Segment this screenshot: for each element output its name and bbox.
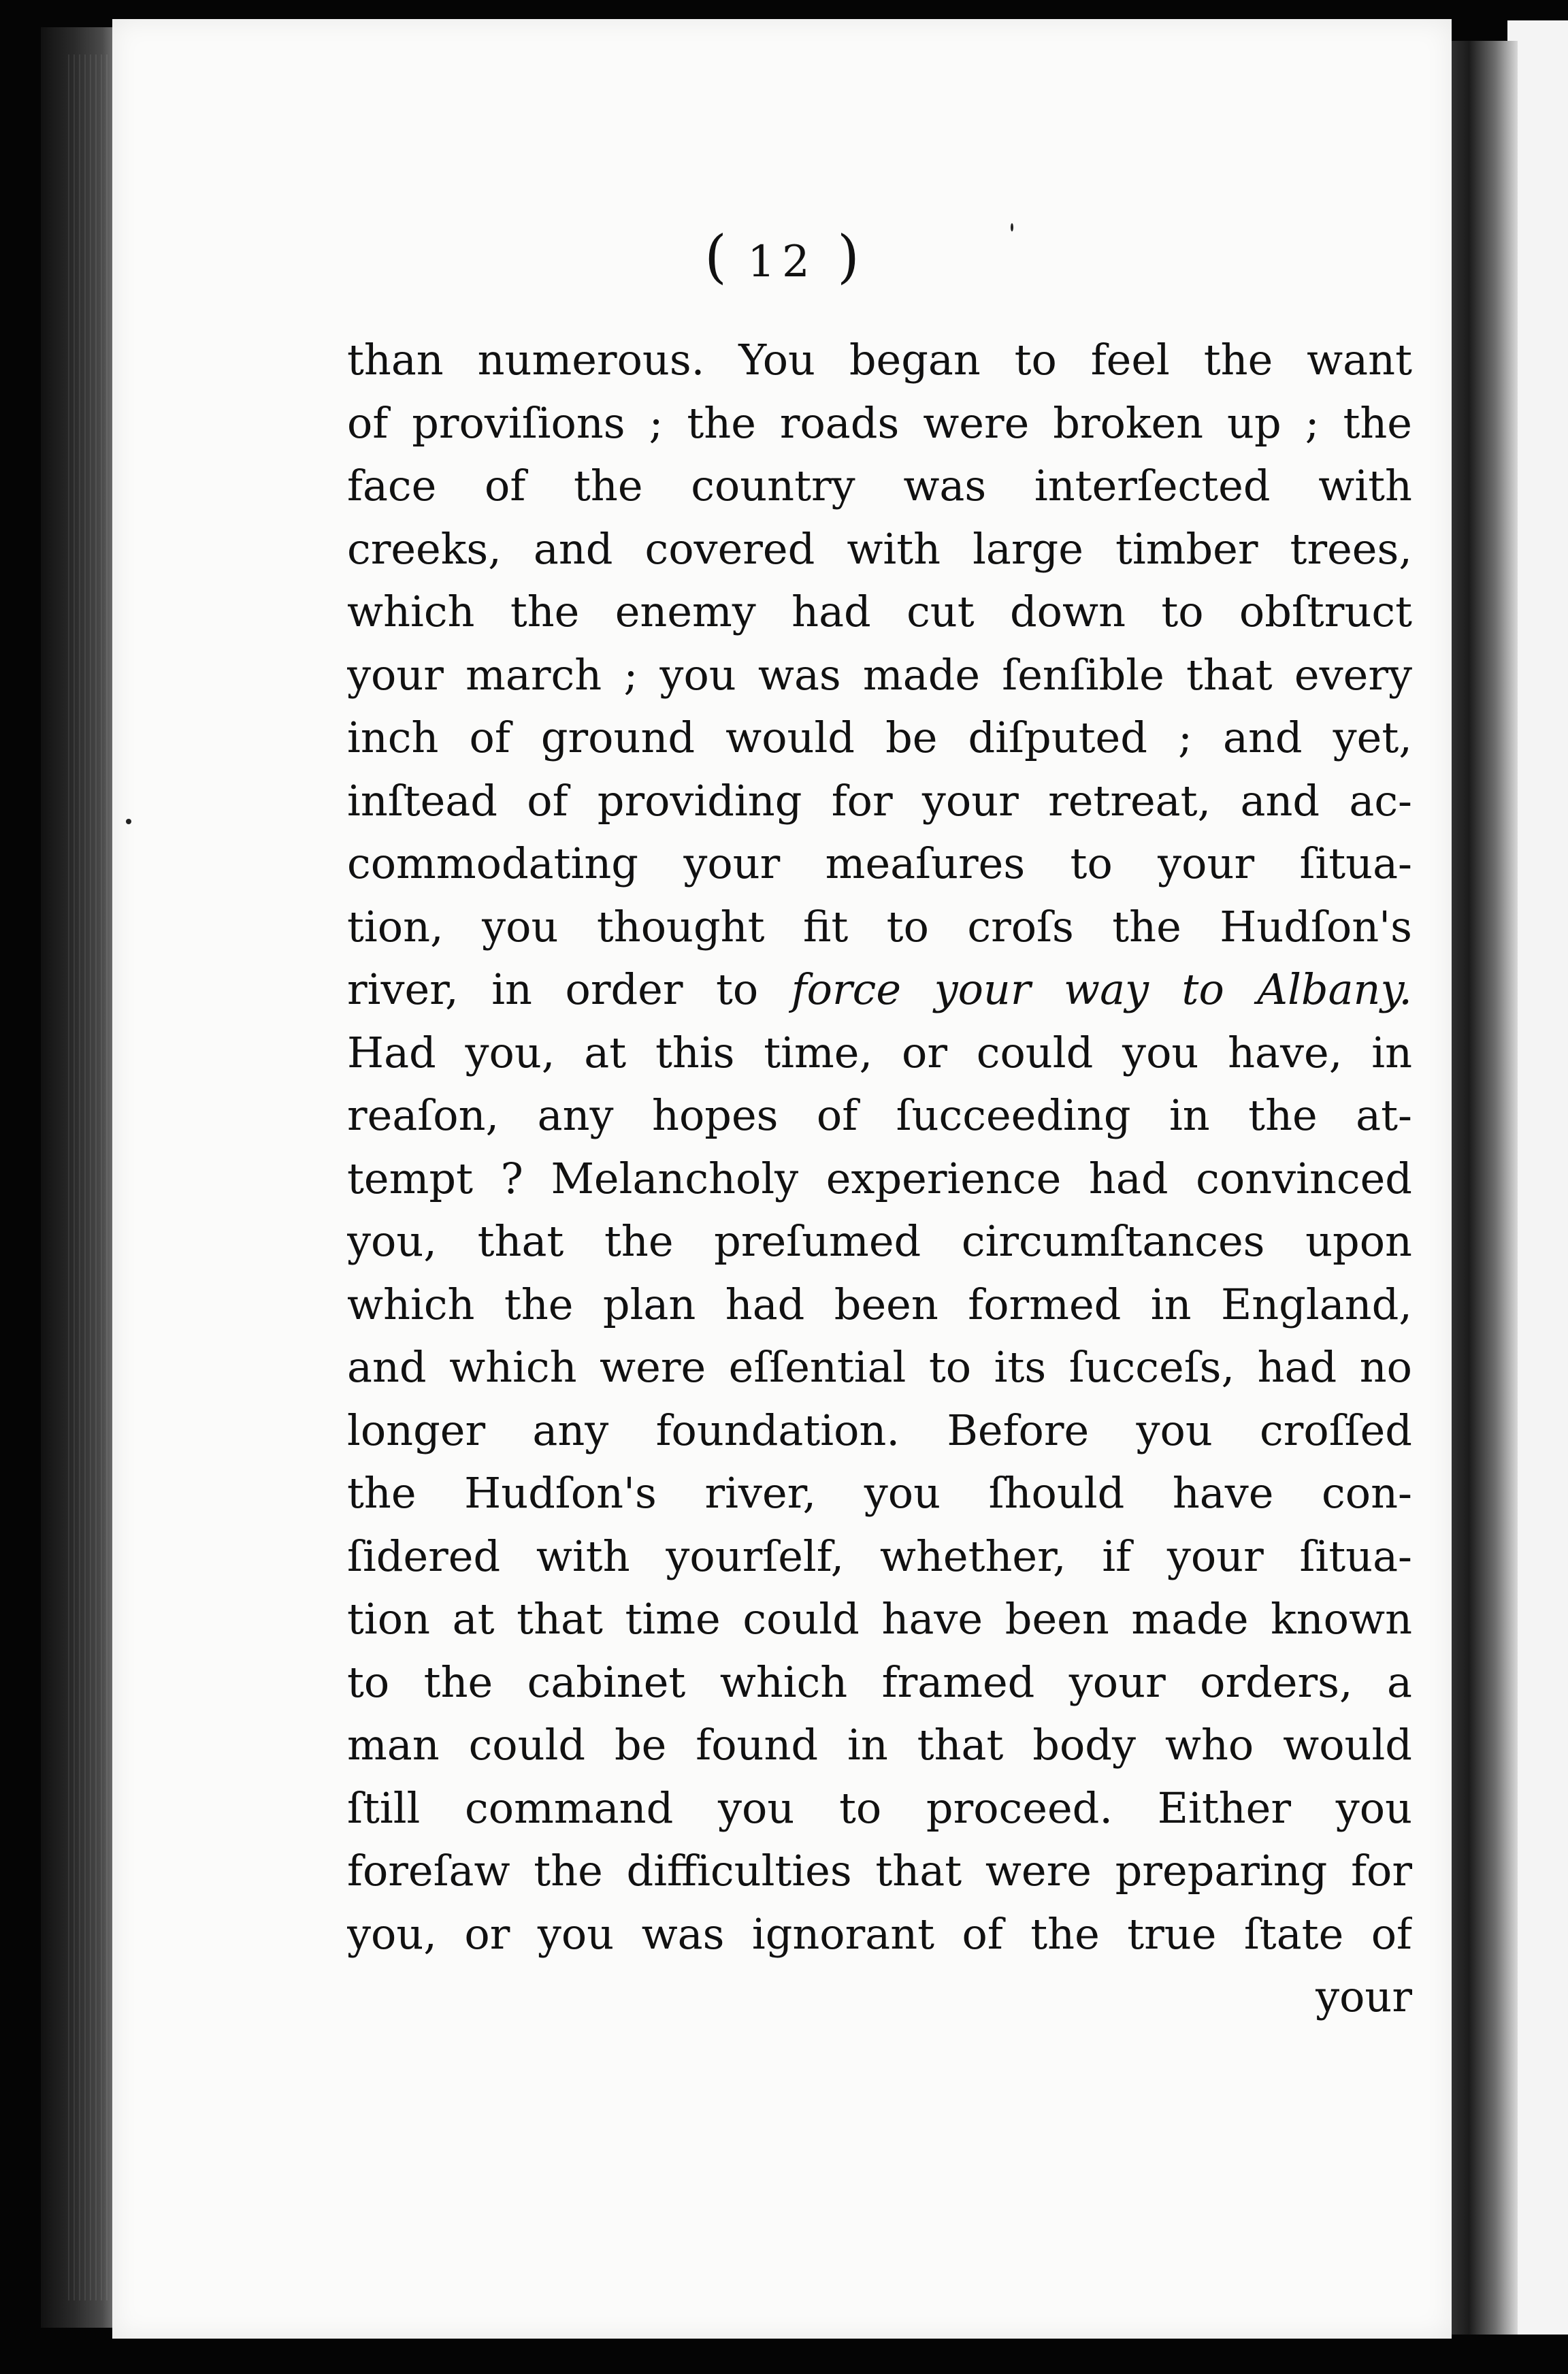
italic-phrase: force your way to Albany.	[791, 964, 1412, 1014]
text-line: the Hudſon's river, you ſhould have con-	[347, 1468, 1412, 1518]
catchword: your	[1316, 1972, 1412, 2021]
text-line: creeks, and covered with large timber trees,	[347, 523, 1412, 574]
text-line: tion, you thought fit to croſs the Hudſon's	[347, 901, 1412, 952]
text-line: Had you, at this time, or could you have, in	[347, 1027, 1412, 1077]
text-line: ſidered with yourſelf, whether, if your ſitua-	[347, 1531, 1412, 1581]
ink-speck	[126, 819, 131, 824]
text-line: river, in order to	[347, 964, 759, 1014]
text-line: man could be found in that body who would	[347, 1720, 1412, 1770]
text-line: face of the country was interſected with	[347, 461, 1412, 510]
page-number: 12	[747, 237, 817, 287]
paren-open: (	[704, 223, 727, 290]
text-line: tempt ? Melancholy experience had convinced	[347, 1153, 1412, 1203]
text-line: your march ; you was made ſenſible that every	[347, 649, 1412, 700]
ink-speck	[1011, 223, 1013, 231]
text-line: and which were eſſential to its ſucceſs, had no	[347, 1342, 1412, 1392]
text-line: longer any foundation. Before you croſſed	[347, 1405, 1412, 1455]
page-edge-lines	[68, 54, 109, 2300]
text-line: you, that the preſumed circumſtances upon	[347, 1216, 1412, 1266]
text-line: of proviſions ; the roads were broken up ; the	[347, 397, 1412, 448]
text-line: you, or you was ignorant of the true ſtate of	[347, 1908, 1412, 1959]
text-line: inch of ground would be diſputed ; and yet,	[347, 713, 1412, 762]
right-book-gutter	[1443, 41, 1518, 2335]
text-line: foreſaw the difficulties that were preparing for	[347, 1846, 1412, 1896]
paren-close: )	[837, 223, 860, 290]
text-line: than numerous. You began to feel the want	[347, 335, 1412, 385]
text-line: which the plan had been formed in England,	[347, 1279, 1412, 1329]
text-line: inſtead of providing for your retreat, and ac-	[347, 775, 1412, 826]
text-line-with-italic	[347, 958, 1412, 1022]
text-line: ſtill command you to proceed. Either you	[347, 1783, 1412, 1833]
text-line: tion at that time could have been made known	[347, 1594, 1412, 1644]
book-page	[112, 19, 1452, 2339]
text-line: to the cabinet which framed your orders, a	[347, 1657, 1412, 1707]
page-number-header	[112, 223, 1452, 290]
text-line: reaſon, any hopes of ſucceeding in the at-	[347, 1090, 1412, 1140]
body-text	[347, 329, 1412, 2029]
text-line: which the enemy had cut down to obſtruct	[347, 587, 1412, 636]
text-line: commodating your meaſures to your ſitua-	[347, 839, 1412, 888]
